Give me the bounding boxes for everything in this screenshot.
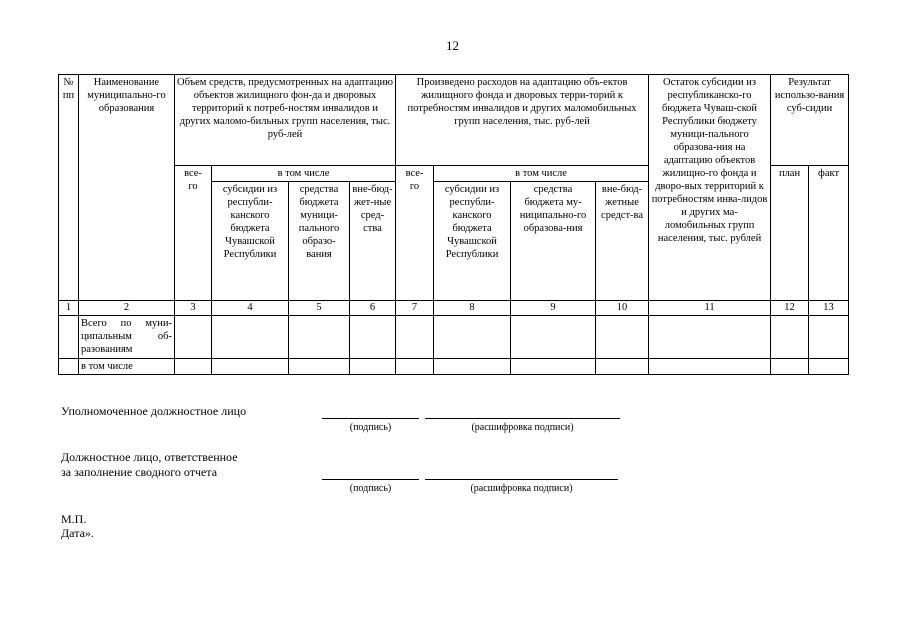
column-number: 13 — [809, 301, 849, 316]
table-cell — [649, 316, 771, 359]
table-cell — [434, 359, 511, 375]
table-cell — [175, 359, 212, 375]
date-label: Дата». — [61, 526, 94, 540]
signature-decode-caption: (расшифровка подписи) — [471, 422, 574, 433]
table-cell — [59, 359, 79, 375]
header-volume: Объем средств, предусмотренных на адаптацию объектов жилищного фон-да и дворовых территорий к потреб-ностям инвалидов и других маломо-бильных групп населения, тыс. руб-лей — [175, 75, 396, 166]
column-number: 10 — [596, 301, 649, 316]
table-cell — [212, 359, 289, 375]
column-number: 3 — [175, 301, 212, 316]
table-cell — [59, 316, 79, 359]
table-cell — [511, 359, 596, 375]
table-cell — [596, 316, 649, 359]
header-plan: план — [771, 166, 809, 301]
header-incl-spent: в том числе — [434, 166, 649, 182]
header-extrabudget-volume: вне-бюд-жет-ные сред-ства — [350, 182, 396, 301]
header-municipal-spent: средства бюджета му-ниципально-го образова-ния — [511, 182, 596, 301]
column-number: 6 — [350, 301, 396, 316]
table-cell — [175, 316, 212, 359]
table-cell — [289, 316, 350, 359]
column-number: 8 — [434, 301, 511, 316]
table-cell — [212, 316, 289, 359]
column-number: 5 — [289, 301, 350, 316]
header-subsidy-volume: субсидии из республи-канского бюджета Чувашской Республики — [212, 182, 289, 301]
header-total-volume: все- го — [175, 166, 212, 301]
signature-decode-line — [425, 479, 618, 480]
table-cell — [350, 359, 396, 375]
seal-label: М.П. — [61, 512, 87, 526]
signature-decode-line — [425, 418, 620, 419]
header-municipal-volume: средства бюджета муници-пального образо-вания — [289, 182, 350, 301]
column-number: 12 — [771, 301, 809, 316]
table-cell — [771, 359, 809, 375]
table-cell — [434, 316, 511, 359]
row-including-label: в том числе — [79, 359, 175, 375]
table-cell — [350, 316, 396, 359]
column-number: 9 — [511, 301, 596, 316]
signature-line — [322, 479, 419, 480]
table-cell — [396, 316, 434, 359]
column-number: 2 — [79, 301, 175, 316]
header-extrabudget-spent: вне-бюд-жетные средст-ва — [596, 182, 649, 301]
header-subsidy-spent: субсидии из республи-канского бюджета Чувашской Республики — [434, 182, 511, 301]
table-cell — [809, 316, 849, 359]
authorized-person-label: Уполномоченное должностное лицо — [61, 404, 247, 418]
table-cell — [396, 359, 434, 375]
signature-line — [322, 418, 419, 419]
header-result: Результат использо-вания суб-сидии — [771, 75, 849, 166]
header-municipality: Наименование муниципально-го образования — [79, 75, 175, 301]
column-numbers-row — [59, 301, 849, 316]
table-cell — [649, 359, 771, 375]
table-cell — [771, 316, 809, 359]
column-number: 4 — [212, 301, 289, 316]
row-total-label: Всего по муни-ципальным об-разованиям — [79, 316, 175, 359]
column-number: 11 — [649, 301, 771, 316]
column-number: 7 — [396, 301, 434, 316]
table-cell — [289, 359, 350, 375]
header-spent: Произведено расходов на адаптацию объ-ектов жилищного фонда и дворовых терри-торий к потребностям инвалидов и других маломобильных групп населения, тыс. руб-лей — [396, 75, 649, 166]
header-num: № пп — [59, 75, 79, 301]
header-balance: Остаток субсидии из республиканско-го бюджета Чуваш-ской Республики бюджету муници-пального образова-ния на адаптацию объектов жилищно-го фонда и дворо-вых территорий к потребностям инва-лидов и других ма-ломобильных групп населения, тыс. рублей — [649, 75, 771, 301]
table-cell — [511, 316, 596, 359]
signature-caption: (подпись) — [349, 483, 392, 494]
signature-decode-caption: (расшифровка подписи) — [470, 483, 573, 494]
column-number: 1 — [59, 301, 79, 316]
table-row-including — [59, 359, 849, 375]
header-fact: факт — [809, 166, 849, 301]
table-row-total — [59, 316, 849, 359]
page-number: 12 — [446, 38, 459, 53]
header-incl-volume: в том числе — [212, 166, 396, 182]
table-cell — [596, 359, 649, 375]
table-cell — [809, 359, 849, 375]
responsible-person-label: Должностное лицо, ответственное за заполнение сводного отчета — [61, 450, 238, 479]
signature-caption: (подпись) — [349, 422, 392, 433]
header-total-spent: все- го — [396, 166, 434, 301]
report-table — [58, 74, 849, 375]
